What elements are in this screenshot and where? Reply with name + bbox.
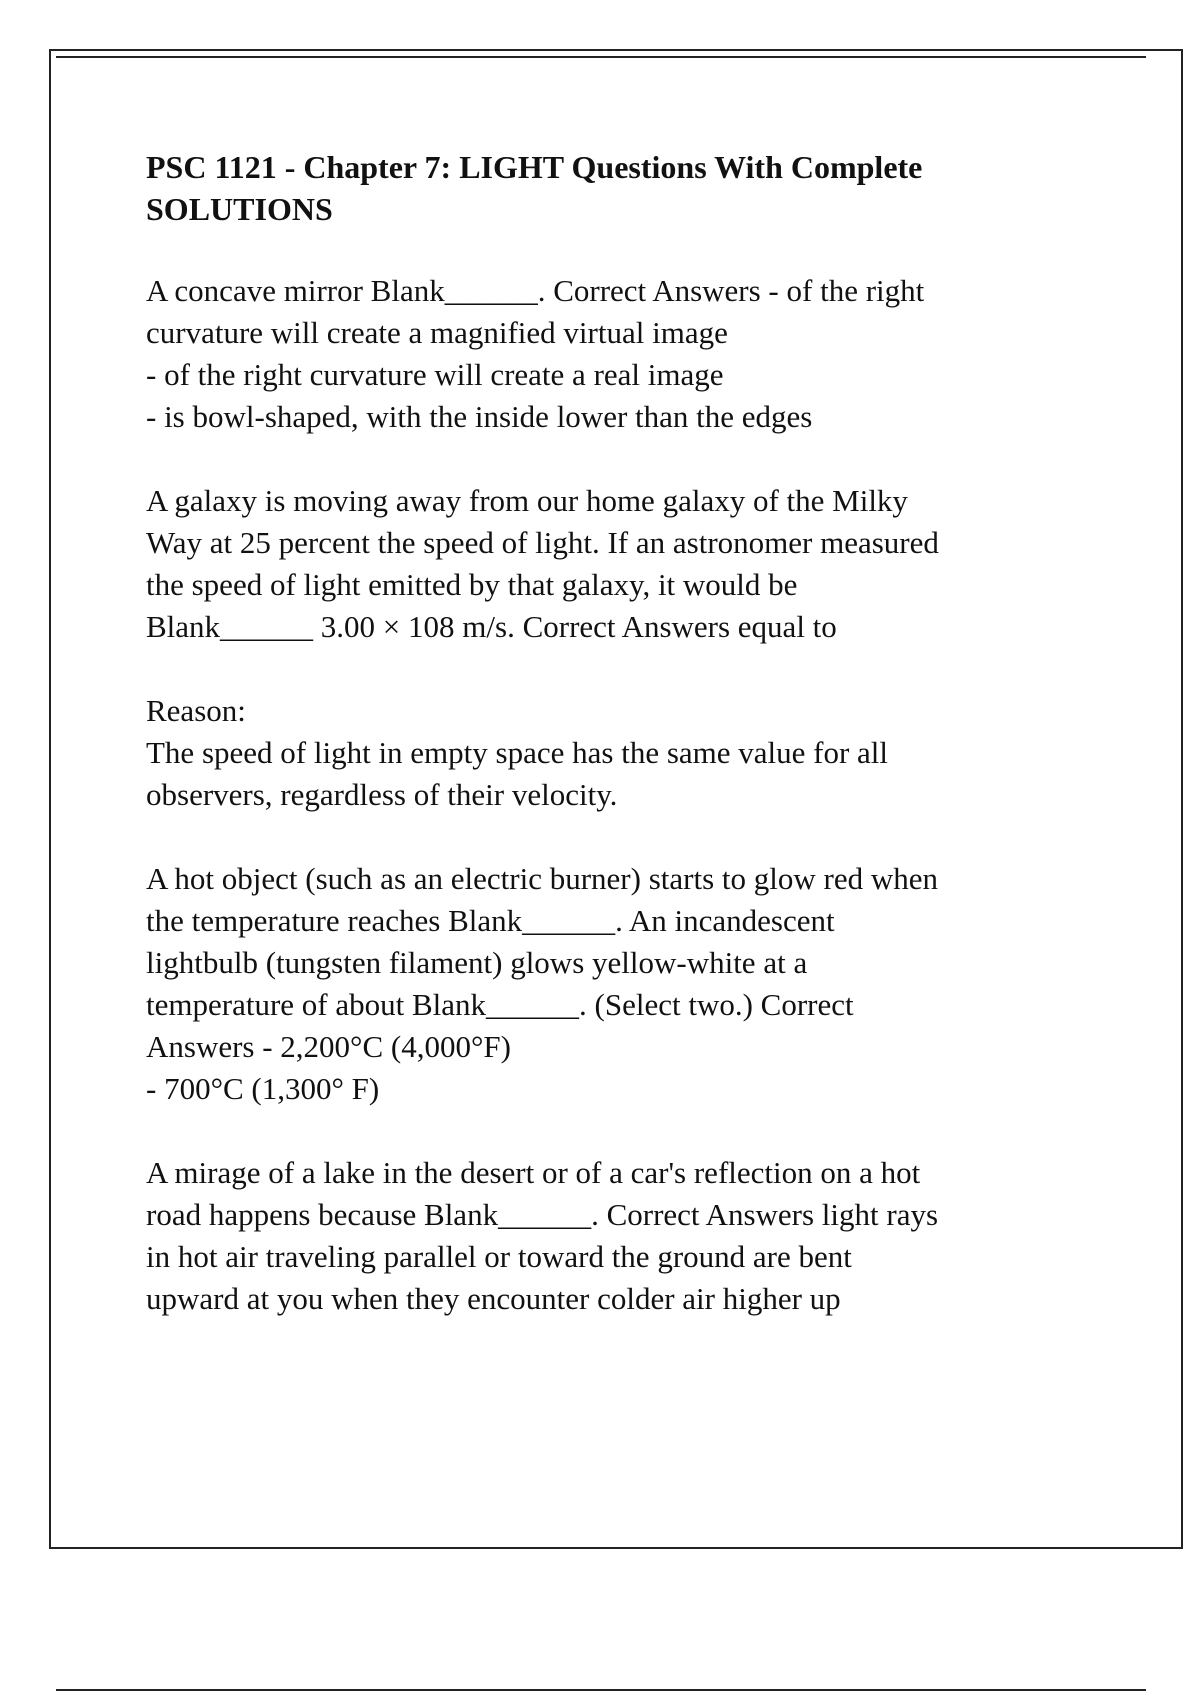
text-line: A concave mirror Blank______. Correct Answers - of the right [146,273,925,308]
text-line: the temperature reaches Blank______. An incandescent [146,903,835,938]
text-line: - 700°C (1,300° F) [146,1071,380,1106]
text-line: Reason: [146,693,246,728]
text-line: in hot air traveling parallel or toward the ground are bent [146,1239,852,1274]
text-line: road happens because Blank______. Correct Answers light rays [146,1197,939,1232]
text-line: curvature will create a magnified virtual image [146,315,728,350]
text-line: upward at you when they encounter colder air higher up [146,1281,841,1316]
question-mirage [146,1152,1106,1320]
top-rule [56,56,1146,58]
document-title [146,146,1106,230]
title-line: SOLUTIONS [146,191,333,227]
document-body [146,146,1106,1362]
text-line: The speed of light in empty space has the same value for all [146,735,889,770]
text-line: the speed of light emitted by that galaxy, it would be [146,567,798,602]
reason-block [146,690,1106,816]
question-hot-object [146,858,1106,1110]
text-line: lightbulb (tungsten filament) glows yellow-white at a [146,945,808,980]
text-line: Blank______ 3.00 × 108 m/s. Correct Answers equal to [146,609,837,644]
text-line: Way at 25 percent the speed of light. If an astronomer measured [146,525,939,560]
text-line: Answers - 2,200°C (4,000°F) [146,1029,511,1064]
text-line: - of the right curvature will create a real image [146,357,724,392]
text-line: A hot object (such as an electric burner) starts to glow red when [146,861,938,896]
question-concave-mirror [146,270,1106,438]
text-line: A mirage of a lake in the desert or of a car's reflection on a hot [146,1155,921,1190]
title-line: PSC 1121 - Chapter 7: LIGHT Questions With Complete [146,149,923,185]
question-galaxy-speed [146,480,1106,648]
bottom-rule [56,1689,1146,1691]
text-line: - is bowl-shaped, with the inside lower than the edges [146,399,813,434]
text-line: observers, regardless of their velocity. [146,777,618,812]
text-line: temperature of about Blank______. (Select two.) Correct [146,987,854,1022]
text-line: A galaxy is moving away from our home galaxy of the Milky [146,483,908,518]
